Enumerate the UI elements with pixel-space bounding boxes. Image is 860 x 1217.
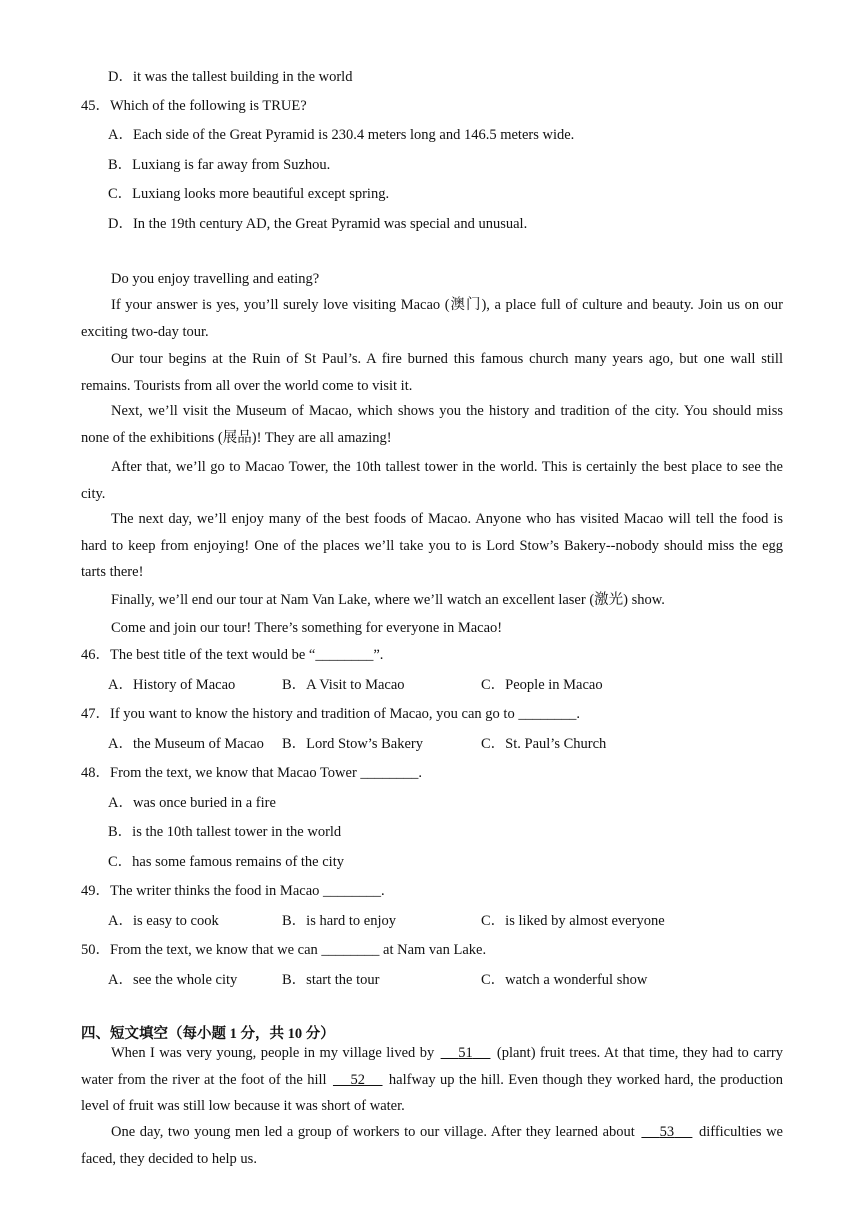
passage-paragraph-2: If your answer is yes, you’ll surely love visiting Macao (澳门), a place full of culture and beauty. Join us on our exciting two-day tour. xyxy=(81,297,783,340)
q48-option-a: A．was once buried in a fire xyxy=(108,795,276,811)
cloze-text: When I was very young, people in my village lived by xyxy=(111,1045,439,1061)
q50-option-a: A．see the whole city xyxy=(108,972,238,988)
q46-option-a: A．History of Macao xyxy=(108,677,236,693)
q47-stem: 47．If you want to know the history and tradition of Macao, you can go to ________. xyxy=(81,706,580,722)
section-four-heading: 四、短文填空（每小题 1 分，共 10 分） xyxy=(81,1026,335,1042)
cloze-text: difficulties we faced, they decided to help us. xyxy=(81,1124,783,1167)
q45-option-c: C．Luxiang looks more beautiful except spring. xyxy=(108,186,390,202)
q48-option-c: C．has some famous remains of the city xyxy=(108,854,344,870)
q46-stem: 46．The best title of the text would be “________”. xyxy=(81,647,384,663)
cloze-paragraph-2 xyxy=(81,1119,783,1172)
q50-stem: 50．From the text, we know that we can ________ at Nam van Lake. xyxy=(81,942,487,958)
passage-paragraph-3: Our tour begins at the Ruin of St Paul’s. A fire burned this famous church many years ago, but one wall still remains. Tourists from all over the world come to visit it. xyxy=(81,351,783,394)
q47-option-b: B．Lord Stow’s Bakery xyxy=(282,736,423,752)
q48-stem: 48．From the text, we know that Macao Tower ________. xyxy=(81,765,423,781)
blank-52: 52 xyxy=(350,1071,365,1088)
q49-option-c: C．is liked by almost everyone xyxy=(481,913,665,929)
cloze-text: halfway up the hill. Even though they worked hard, the production level of fruit was still low because it was short of water. xyxy=(81,1071,784,1114)
q45-stem: 45．Which of the following is TRUE? xyxy=(81,98,307,114)
q47-option-c: C．St. Paul’s Church xyxy=(481,736,607,752)
passage-paragraph-1: Do you enjoy travelling and eating? xyxy=(111,271,320,287)
q46-option-c: C．People in Macao xyxy=(481,677,603,693)
passage-paragraph-4: Next, we’ll visit the Museum of Macao, which shows you the history and tradition of the city. You should miss none of the exhibitions (展品)! They are all amazing! xyxy=(81,403,783,446)
q49-option-a: A．is easy to cook xyxy=(108,913,219,929)
q50-option-b: B．start the tour xyxy=(282,972,380,988)
q49-option-b: B．is hard to enjoy xyxy=(282,913,396,929)
passage-paragraph-8: Come and join our tour! There’s something for everyone in Macao! xyxy=(111,620,503,636)
q50-option-c: C．watch a wonderful show xyxy=(481,972,648,988)
passage-paragraph-6: The next day, we’ll enjoy many of the best foods of Macao. Anyone who has visited Macao will tell the food is hard to keep from enjoying! One of the places we’ll take you to is Lord Stow’s Bakery--nobody should miss the egg tarts there! xyxy=(81,511,783,580)
cloze-text: (plant) fruit trees. At that time, they had to carry water from the river at the foot of the hill xyxy=(81,1045,784,1088)
blank-53: 53 xyxy=(659,1124,675,1140)
passage-paragraph-5: After that, we’ll go to Macao Tower, the 10th tallest tower in the world. This is certainly the best place to see the city. xyxy=(81,459,783,502)
q47-option-a: A．the Museum of Macao xyxy=(108,736,264,752)
q48-option-b: B．is the 10th tallest tower in the world xyxy=(108,824,342,840)
q45-option-d: D．In the 19th century AD, the Great Pyramid was special and unusual. xyxy=(108,216,528,232)
blank-51: 51 xyxy=(458,1045,473,1061)
q45-option-a: A．Each side of the Great Pyramid is 230.4 meters long and 146.5 meters wide. xyxy=(108,127,575,143)
q44-option-d: D．it was the tallest building in the world xyxy=(108,69,353,85)
passage-paragraph-7: Finally, we’ll end our tour at Nam Van Lake, where we’ll watch an excellent laser (激光) show. xyxy=(111,592,665,608)
q49-stem: 49．The writer thinks the food in Macao ________. xyxy=(81,883,385,899)
q46-option-b: B．A Visit to Macao xyxy=(282,677,405,693)
q45-option-b: B．Luxiang is far away from Suzhou. xyxy=(108,157,331,173)
cloze-text: One day, two young men led a group of workers to our village. After they learned about xyxy=(111,1124,640,1140)
cloze-paragraph-1 xyxy=(81,1040,783,1120)
